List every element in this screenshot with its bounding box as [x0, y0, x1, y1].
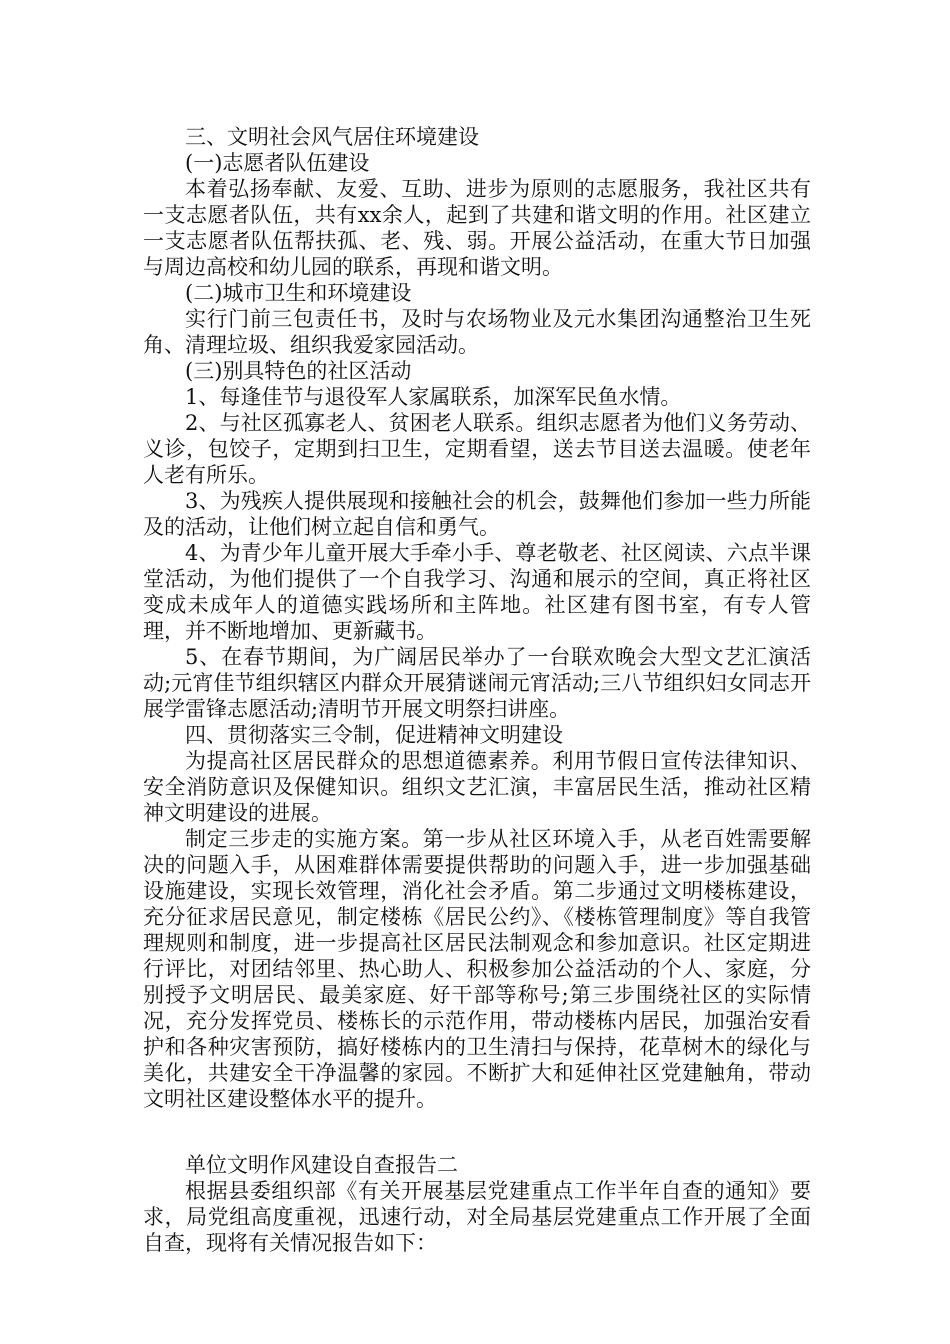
paragraph: 根据县委组织部《有关开展基层党建重点工作半年自查的通知》要求，局党组高度重视，迅速行动，对全局基层党建重点工作开展了全面自查，现将有关情况报告如下： — [143, 1179, 811, 1255]
section-heading: 四、贯彻落实三令制，促进精神文明建设 — [185, 723, 563, 747]
report-title: 单位文明作风建设自查报告二 — [185, 1153, 458, 1177]
section-heading: 三、文明社会风气居住环境建设 — [185, 125, 479, 149]
paragraph: 制定三步走的实施方案。第一步从社区环境入手，从老百姓需要解决的问题入手，从困难群体需要提供帮助的问题入手，进一步加强基础设施建设，实现长效管理，消化社会矛盾。第二步通过文明楼栋建设，充分征求居民意见，制定楼栋《居民公约》、《楼栋管理制度》等自我管理规则和制度，进一步提高社区居民法制观念和参加意识。社区定期进行评比，对团结邻里、热心助人、积极参加公益活动的个人、家庭，分别授予文明居民、最美家庭、好干部等称号;第三步围绕社区的实际情况，充分发挥党员、楼栋长的示范作用，带动楼栋内居民，加强治安看护和各种灾害预防，搞好楼栋内的卫生清扫与保持，花草树木的绿化与美化，共建安全干净温馨的家园。不断扩大和延伸社区党建触角，带动文明社区建设整体水平的提升。 — [143, 827, 811, 1111]
list-item: 2、与社区孤寡老人、贫困老人联系。组织志愿者为他们义务劳动、义诊，包饺子，定期到扫卫生，定期看望，送去节目送去温暖。使老年人老有所乐。 — [143, 411, 811, 487]
section-gap — [143, 1112, 811, 1152]
list-item: 5、在春节期间，为广阔居民举办了一台联欢晚会大型文艺汇演活动;元宵佳节组织辖区内群众开展猜谜闹元宵活动;三八节组织妇女同志开展学雷锋志愿活动;清明节开展文明祭扫讲座。 — [143, 645, 811, 721]
paragraph: 为提高社区居民群众的思想道德素养。利用节假日宣传法律知识、安全消防意识及保健知识。组织文艺汇演，丰富居民生活，推动社区精神文明建设的进展。 — [143, 749, 811, 825]
subsection-heading: (三)别具特色的社区活动 — [185, 359, 412, 383]
list-item: 3、为残疾人提供展现和接触社会的机会，鼓舞他们参加一些力所能及的活动，让他们树立起自信和勇气。 — [143, 489, 811, 539]
paragraph: 实行门前三包责任书，及时与农场物业及元水集团沟通整治卫生死角、清理垃圾、组织我爱家园活动。 — [143, 307, 811, 357]
list-item: 4、为青少年儿童开展大手牵小手、尊老敬老、社区阅读、六点半课堂活动，为他们提供了一个自我学习、沟通和展示的空间，真正将社区变成未成年人的道德实践场所和主阵地。社区建有图书室，有专人管理，并不断地增加、更新藏书。 — [143, 541, 811, 643]
subsection-heading: (一)志愿者队伍建设 — [185, 151, 370, 175]
list-item: 1、每逢佳节与退役军人家属联系，加深军民鱼水情。 — [185, 385, 682, 409]
paragraph: 本着弘扬奉献、友爱、互助、进步为原则的志愿服务，我社区共有一支志愿者队伍，共有xx余人，起到了共建和谐文明的作用。社区建立一支志愿者队伍帮扶孤、老、残、弱。开展公益活动，在重大节日加强与周边高校和幼儿园的联系，再现和谐文明。 — [143, 177, 811, 279]
subsection-heading: (二)城市卫生和环境建设 — [185, 281, 412, 305]
document-body — [143, 124, 811, 1256]
